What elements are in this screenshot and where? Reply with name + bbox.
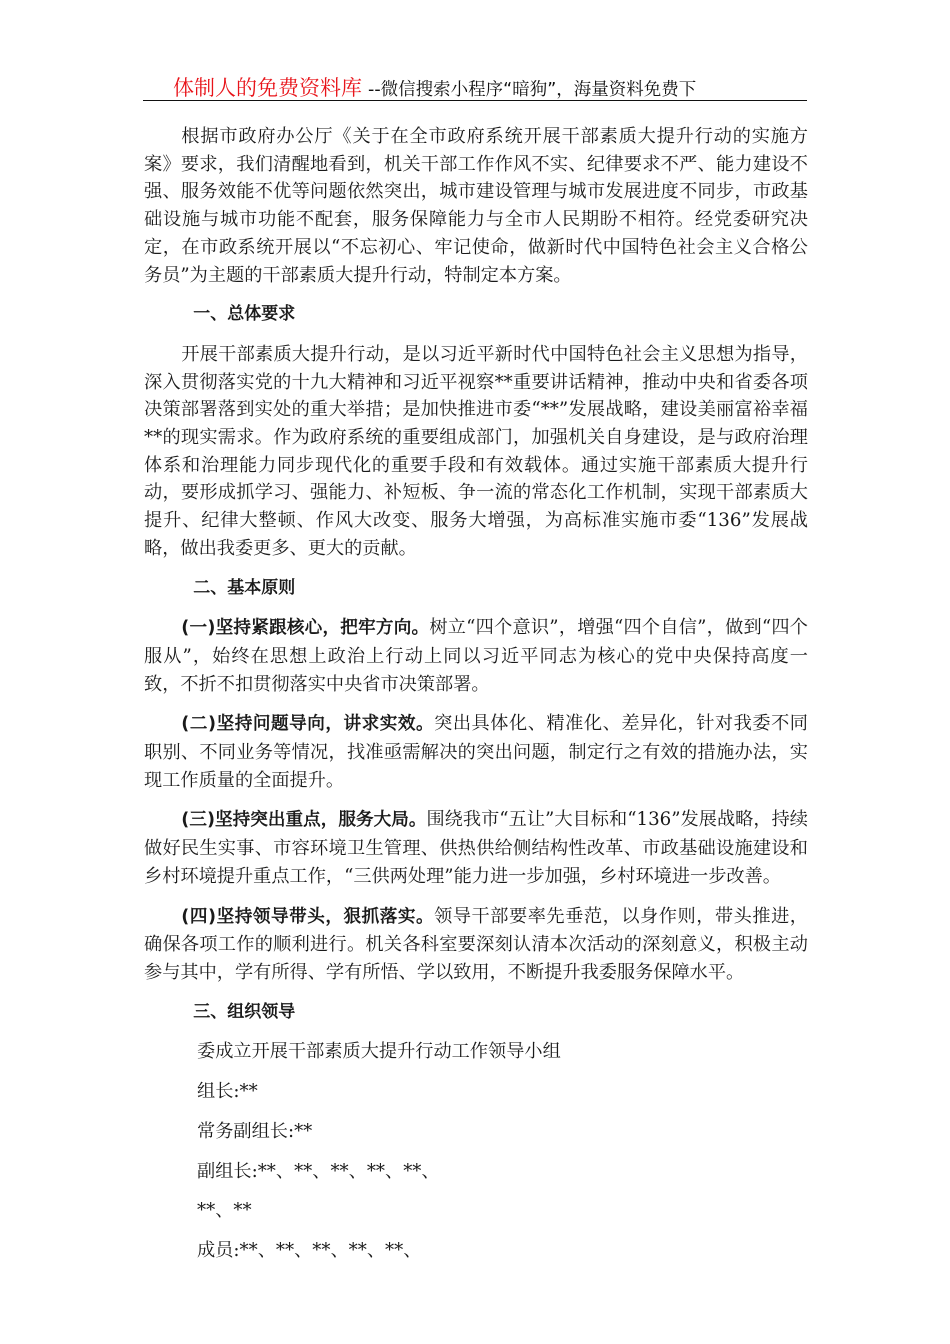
org-line-exec-deputy: 常务副组长:** <box>197 1120 313 1142</box>
principle-2 <box>144 710 808 794</box>
org-line-deputies: 副组长:**、**、**、**、**、 <box>197 1160 440 1182</box>
principle-3-text: 围绕我市“五让”大目标和“136”发展战略，持续做好民生实事、市容环境卫生管理、供热供给侧结构性改革、市政基础设施建设和乡村环境提升重点工作，“三供两处理”能力进一步加强，乡村环境进一步改善。 <box>144 809 808 887</box>
principle-1 <box>144 614 808 698</box>
principle-3 <box>144 806 808 890</box>
principle-1-text: 树立“四个意识”，增强“四个自信”，做到“四个服从”，始终在思想上政治上行动上同以习近平同志为核心的党中央保持高度一致，不折不扣贯彻落实中央省市决策部署。 <box>144 617 808 695</box>
principle-4-text: 领导干部要率先垂范，以身作则，带头推进，确保各项工作的顺利进行。机关各科室要深刻认清本次活动的深刻意义，积极主动参与其中，学有所得、学有所悟、学以致用，不断提升我委服务保障水平。 <box>144 905 808 983</box>
header-slogan: --微信搜索小程序“暗狗”，海量资料免费下 <box>368 80 697 100</box>
intro-paragraph: 根据市政府办公厅《关于在全市政府系统开展干部素质大提升行动的实施方案》要求，我们清醒地看到，机关干部工作作风不实、纪律要求不严、能力建设不强、服务效能不优等问题依然突出，城市建设管理与城市发展进度不同步，市政基础设施与城市功能不配套，服务保障能力与全市人民期盼不相符。经党委研究决定，在市政系统开展以“不忘初心、牢记使命，做新时代中国特色社会主义合格公务员”为主题的干部素质大提升行动，特制定本方案。 <box>144 126 808 286</box>
principle-4 <box>144 903 808 987</box>
principle-4-lead: (四)坚持领导带头，狠抓落实。 <box>181 906 435 927</box>
section-1-paragraph: 开展干部素质大提升行动，是以习近平新时代中国特色社会主义思想为指导，深入贯彻落实党的十九大精神和习近平视察**重要讲话精神，推动中央和省委各项决策部署落到实处的重大举措；是加快推进市委“**”发展战略，建设美丽富裕幸福**的现实需求。作为政府系统的重要组成部门，加强机关自身建设，是与政府治理体系和治理能力同步现代化的重要手段和有效载体。通过实施干部素质大提升行动，要形成抓学习、强能力、补短板、争一流的常态化工作机制，实现干部素质大提升、纪律大整顿、作风大改变、服务大增强，为高标准实施市委“136”发展战略，做出我委更多、更大的贡献。 <box>144 343 808 559</box>
header-divider <box>143 100 807 101</box>
section-heading-3: 三、组织领导 <box>193 1001 296 1022</box>
org-line-deputies-cont: **、** <box>197 1200 252 1222</box>
document-body <box>144 123 808 1265</box>
org-line-members: 成员:**、**、**、**、**、 <box>197 1239 422 1261</box>
principle-2-text: 突出具体化、精准化、差异化，针对我委不同职别、不同业务等情况，找准亟需解决的突出问题，制定行之有效的措施办法，实现工作质量的全面提升。 <box>144 713 808 791</box>
principle-2-lead: (二)坚持问题导向，讲求实效。 <box>181 714 435 735</box>
section-heading-2: 二、基本原则 <box>193 577 296 598</box>
principle-3-lead: (三)坚持突出重点，服务大局。 <box>181 810 427 831</box>
org-line-leader: 组长:** <box>197 1081 258 1103</box>
principle-1-lead: (一)坚持紧跟核心，把牢方向。 <box>181 618 430 639</box>
section-heading-1: 一、总体要求 <box>193 304 296 325</box>
org-line-intro: 委成立开展干部素质大提升行动工作领导小组 <box>197 1041 561 1063</box>
header-brand: 体制人的免费资料库 <box>173 76 362 100</box>
page-header <box>143 72 807 100</box>
